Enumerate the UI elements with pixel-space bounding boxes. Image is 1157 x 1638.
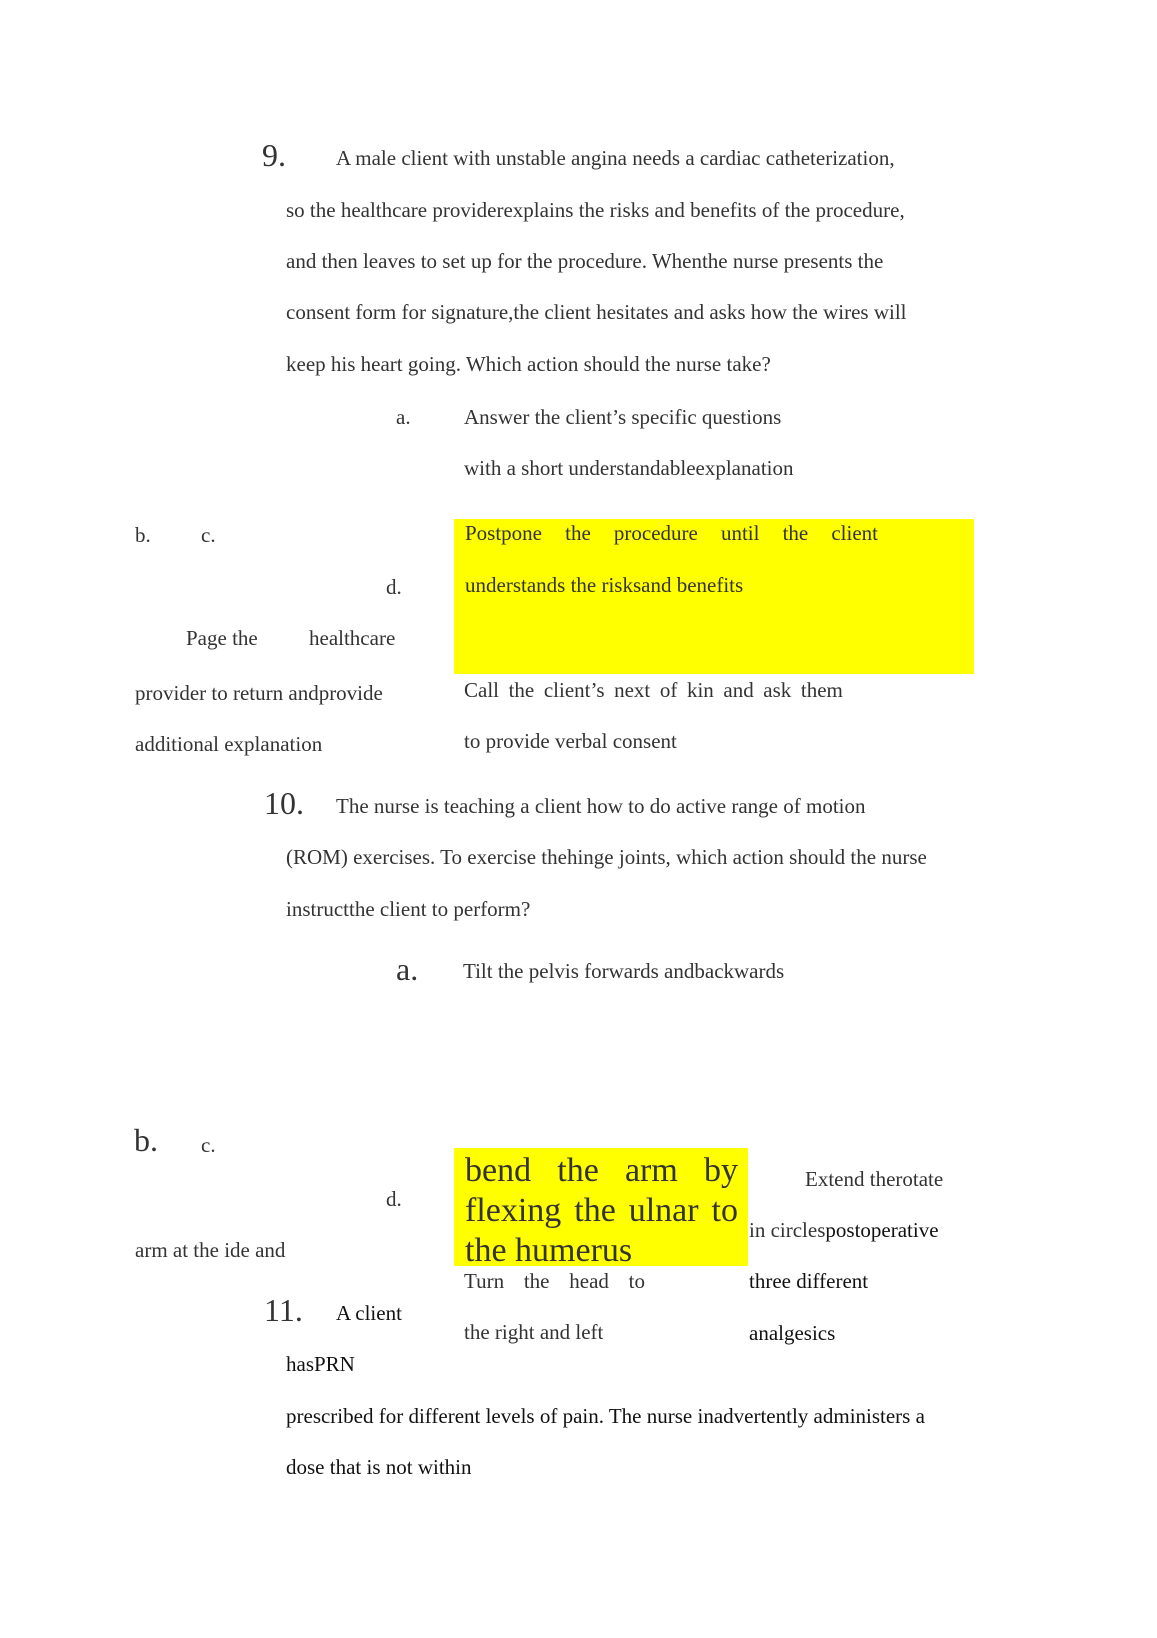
q9-option-d-label: d. [386, 575, 402, 599]
q11-three-different: three different [749, 1269, 869, 1293]
question-9-line-5: keep his heart going. Which action should the nurse take? [286, 352, 771, 376]
q9-verbal-line: to provide verbal consent [464, 729, 677, 753]
q11-hasprn: hasPRN [286, 1352, 355, 1376]
question-9-line-1: A male client with unstable angina needs a cardiac catheterization, [336, 146, 895, 170]
q9-option-a-line-2: with a short understandableexplanation [464, 456, 794, 480]
q10-highlight-line-1 [465, 1151, 738, 1191]
word: and [723, 678, 754, 702]
q10-option-b-label: b. [134, 1122, 158, 1158]
q10-option-a-label: a. [396, 951, 419, 987]
q11-a-client: A client [336, 1301, 402, 1325]
word: client [831, 521, 878, 545]
q9-highlight-line-1 [465, 520, 878, 546]
word: of [659, 678, 678, 702]
word: kin [686, 678, 714, 702]
q9-option-a-line-1: Answer the client’s specific questions [464, 405, 782, 429]
word: them [800, 678, 843, 702]
question-11-number: 11. [264, 1292, 303, 1328]
circles-text: in circles [749, 1218, 826, 1242]
word: until [720, 521, 760, 545]
q10-highlight-text [465, 1151, 738, 1271]
word: by [703, 1152, 738, 1189]
q9-highlight-line-2: understands the risksand benefits [465, 573, 744, 597]
question-9-line-4: consent form for signature,the client hesitates and asks how the wires will [286, 300, 907, 324]
question-9-line-2: so the healthcare providerexplains the risks and benefits of the procedure, [286, 198, 905, 222]
q11-line-dose: dose that is not within [286, 1455, 472, 1479]
question-9-line-3: and then leaves to set up for the procedure. Whenthe nurse presents the [286, 249, 884, 273]
word: the [565, 521, 591, 545]
q9-option-a-label: a. [396, 405, 411, 429]
word: bend [465, 1152, 532, 1189]
q11-analgesics: analgesics [749, 1321, 836, 1345]
word: next [614, 678, 651, 702]
word: to [711, 1192, 738, 1229]
q9-healthcare: healthcare [309, 626, 396, 650]
q9-option-b-label: b. [135, 523, 151, 547]
word: the [557, 1152, 599, 1189]
q10-right-left-line: the right and left [464, 1320, 604, 1344]
q10-highlight-line-2 [465, 1191, 738, 1231]
question-10-line-3: instructthe client to perform? [286, 897, 531, 921]
q9-provider-line: provider to return andprovide [135, 681, 383, 705]
question-10-line-1: The nurse is teaching a client how to do active range of motion [336, 794, 866, 818]
q10-option-c-label: c. [201, 1133, 216, 1157]
word: flexing [465, 1192, 562, 1229]
q9-call-line [464, 677, 843, 703]
word: to [628, 1269, 645, 1293]
word: Call [464, 678, 499, 702]
word: head [569, 1269, 609, 1293]
question-10-line-2: (ROM) exercises. To exercise thehinge joints, which action should the nurse [286, 845, 927, 869]
q10-option-a-text: Tilt the pelvis forwards andbackwards [463, 959, 785, 983]
q9-option-c-label: c. [201, 523, 216, 547]
word: client’s [543, 678, 605, 702]
word: the [782, 521, 809, 545]
q11-postoperative: postoperative [825, 1218, 939, 1242]
q9-page-the: Page the [186, 626, 258, 650]
q10-circles-line [749, 1217, 939, 1243]
q10-option-d-label: d. [386, 1187, 402, 1211]
q10-highlight-line-3: the humerus [465, 1232, 633, 1269]
q10-extend-line: Extend therotate [805, 1167, 944, 1191]
q9-additional-line: additional explanation [135, 732, 323, 756]
q10-arm-line: arm at the ide and [135, 1238, 286, 1262]
q10-turn-line [464, 1268, 645, 1294]
word: Postpone [465, 521, 543, 545]
word: the [508, 678, 535, 702]
word: Turn [464, 1269, 505, 1293]
word: the [574, 1192, 616, 1229]
q11-line-prescribed: prescribed for different levels of pain. The nurse inadvertently administers a [286, 1404, 925, 1428]
word: ask [763, 678, 792, 702]
question-9-number: 9. [262, 137, 286, 173]
word: ulnar [628, 1192, 699, 1229]
word: the [523, 1269, 550, 1293]
word: procedure [613, 521, 698, 545]
question-10-number: 10. [264, 785, 304, 821]
word: arm [624, 1152, 678, 1189]
